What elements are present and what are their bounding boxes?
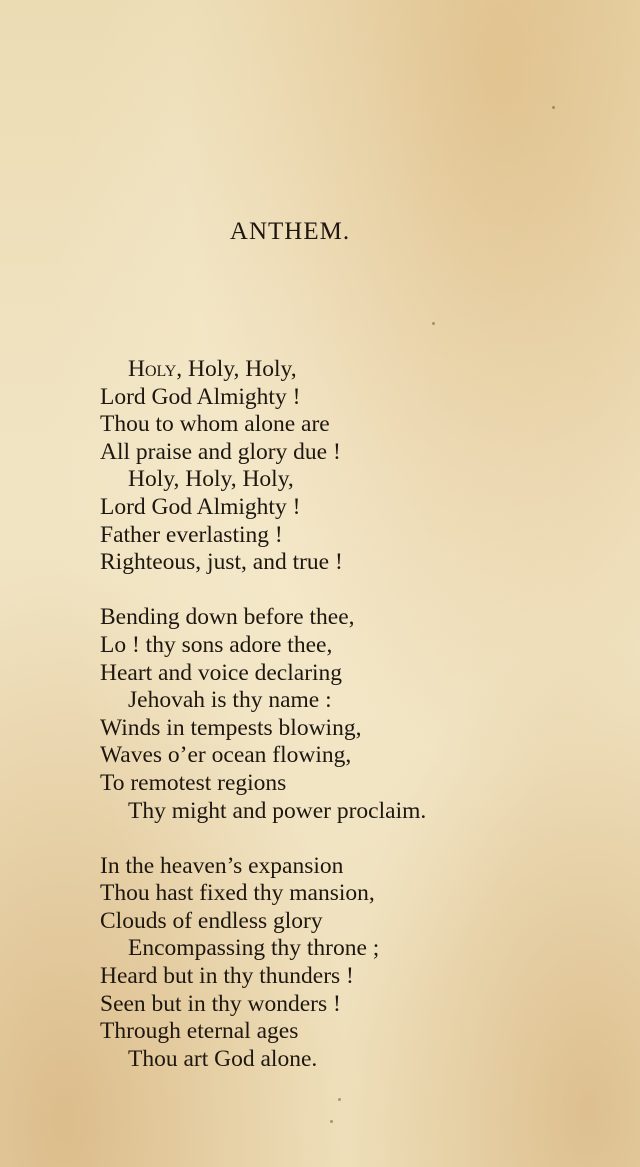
drop-word: Holy: [128, 356, 177, 382]
page-title: ANTHEM.: [229, 218, 351, 245]
poem-line: Winds in tempests blowing,: [100, 714, 362, 741]
poem-line: Jehovah is thy name :: [128, 687, 332, 714]
poem-line: Lo ! thy sons adore thee,: [100, 631, 333, 658]
poem-line: Lord God Almighty !: [100, 383, 301, 410]
poem-line: Righteous, just, and true !: [100, 549, 343, 576]
poem-line: Holy, Holy, Holy,: [128, 356, 297, 382]
poem-line: In the heaven’s expansion: [100, 852, 344, 879]
paper-speck: [330, 1120, 333, 1123]
poem-line: To remotest regions: [100, 769, 287, 796]
stanza-1: [100, 356, 620, 577]
poem-line: Lord God Almighty !: [100, 493, 301, 520]
stanza-3: [100, 853, 620, 1074]
paper-speck: [432, 322, 435, 325]
poem-line: Holy, Holy, Holy,: [128, 466, 294, 493]
poem-line: Heard but in thy thunders !: [100, 963, 354, 990]
paper-speck: [338, 1098, 341, 1101]
poem-line: Seen but in thy wonders !: [100, 990, 341, 1017]
poem-line: Thy might and power proclaim.: [128, 797, 427, 824]
poem-line: Bending down before thee,: [100, 604, 355, 631]
poem-line: Thou to whom alone are: [100, 411, 330, 438]
poem-line: Father everlasting !: [100, 521, 283, 548]
poem-line: All praise and glory due !: [100, 438, 341, 465]
poem-line: Clouds of endless glory: [100, 907, 323, 934]
poem-line: Thou hast fixed thy mansion,: [100, 880, 375, 907]
poem-line: Heart and voice declaring: [100, 659, 343, 686]
poem: [100, 356, 620, 1101]
poem-line: Encompassing thy throne ;: [128, 935, 380, 962]
poem-line: Through eternal ages: [100, 1018, 299, 1045]
poem-line: Thou art God alone.: [128, 1045, 318, 1072]
poem-line: Waves o’er ocean flowing,: [100, 742, 352, 769]
stanza-2: [100, 604, 620, 825]
paper-speck: [552, 106, 555, 109]
